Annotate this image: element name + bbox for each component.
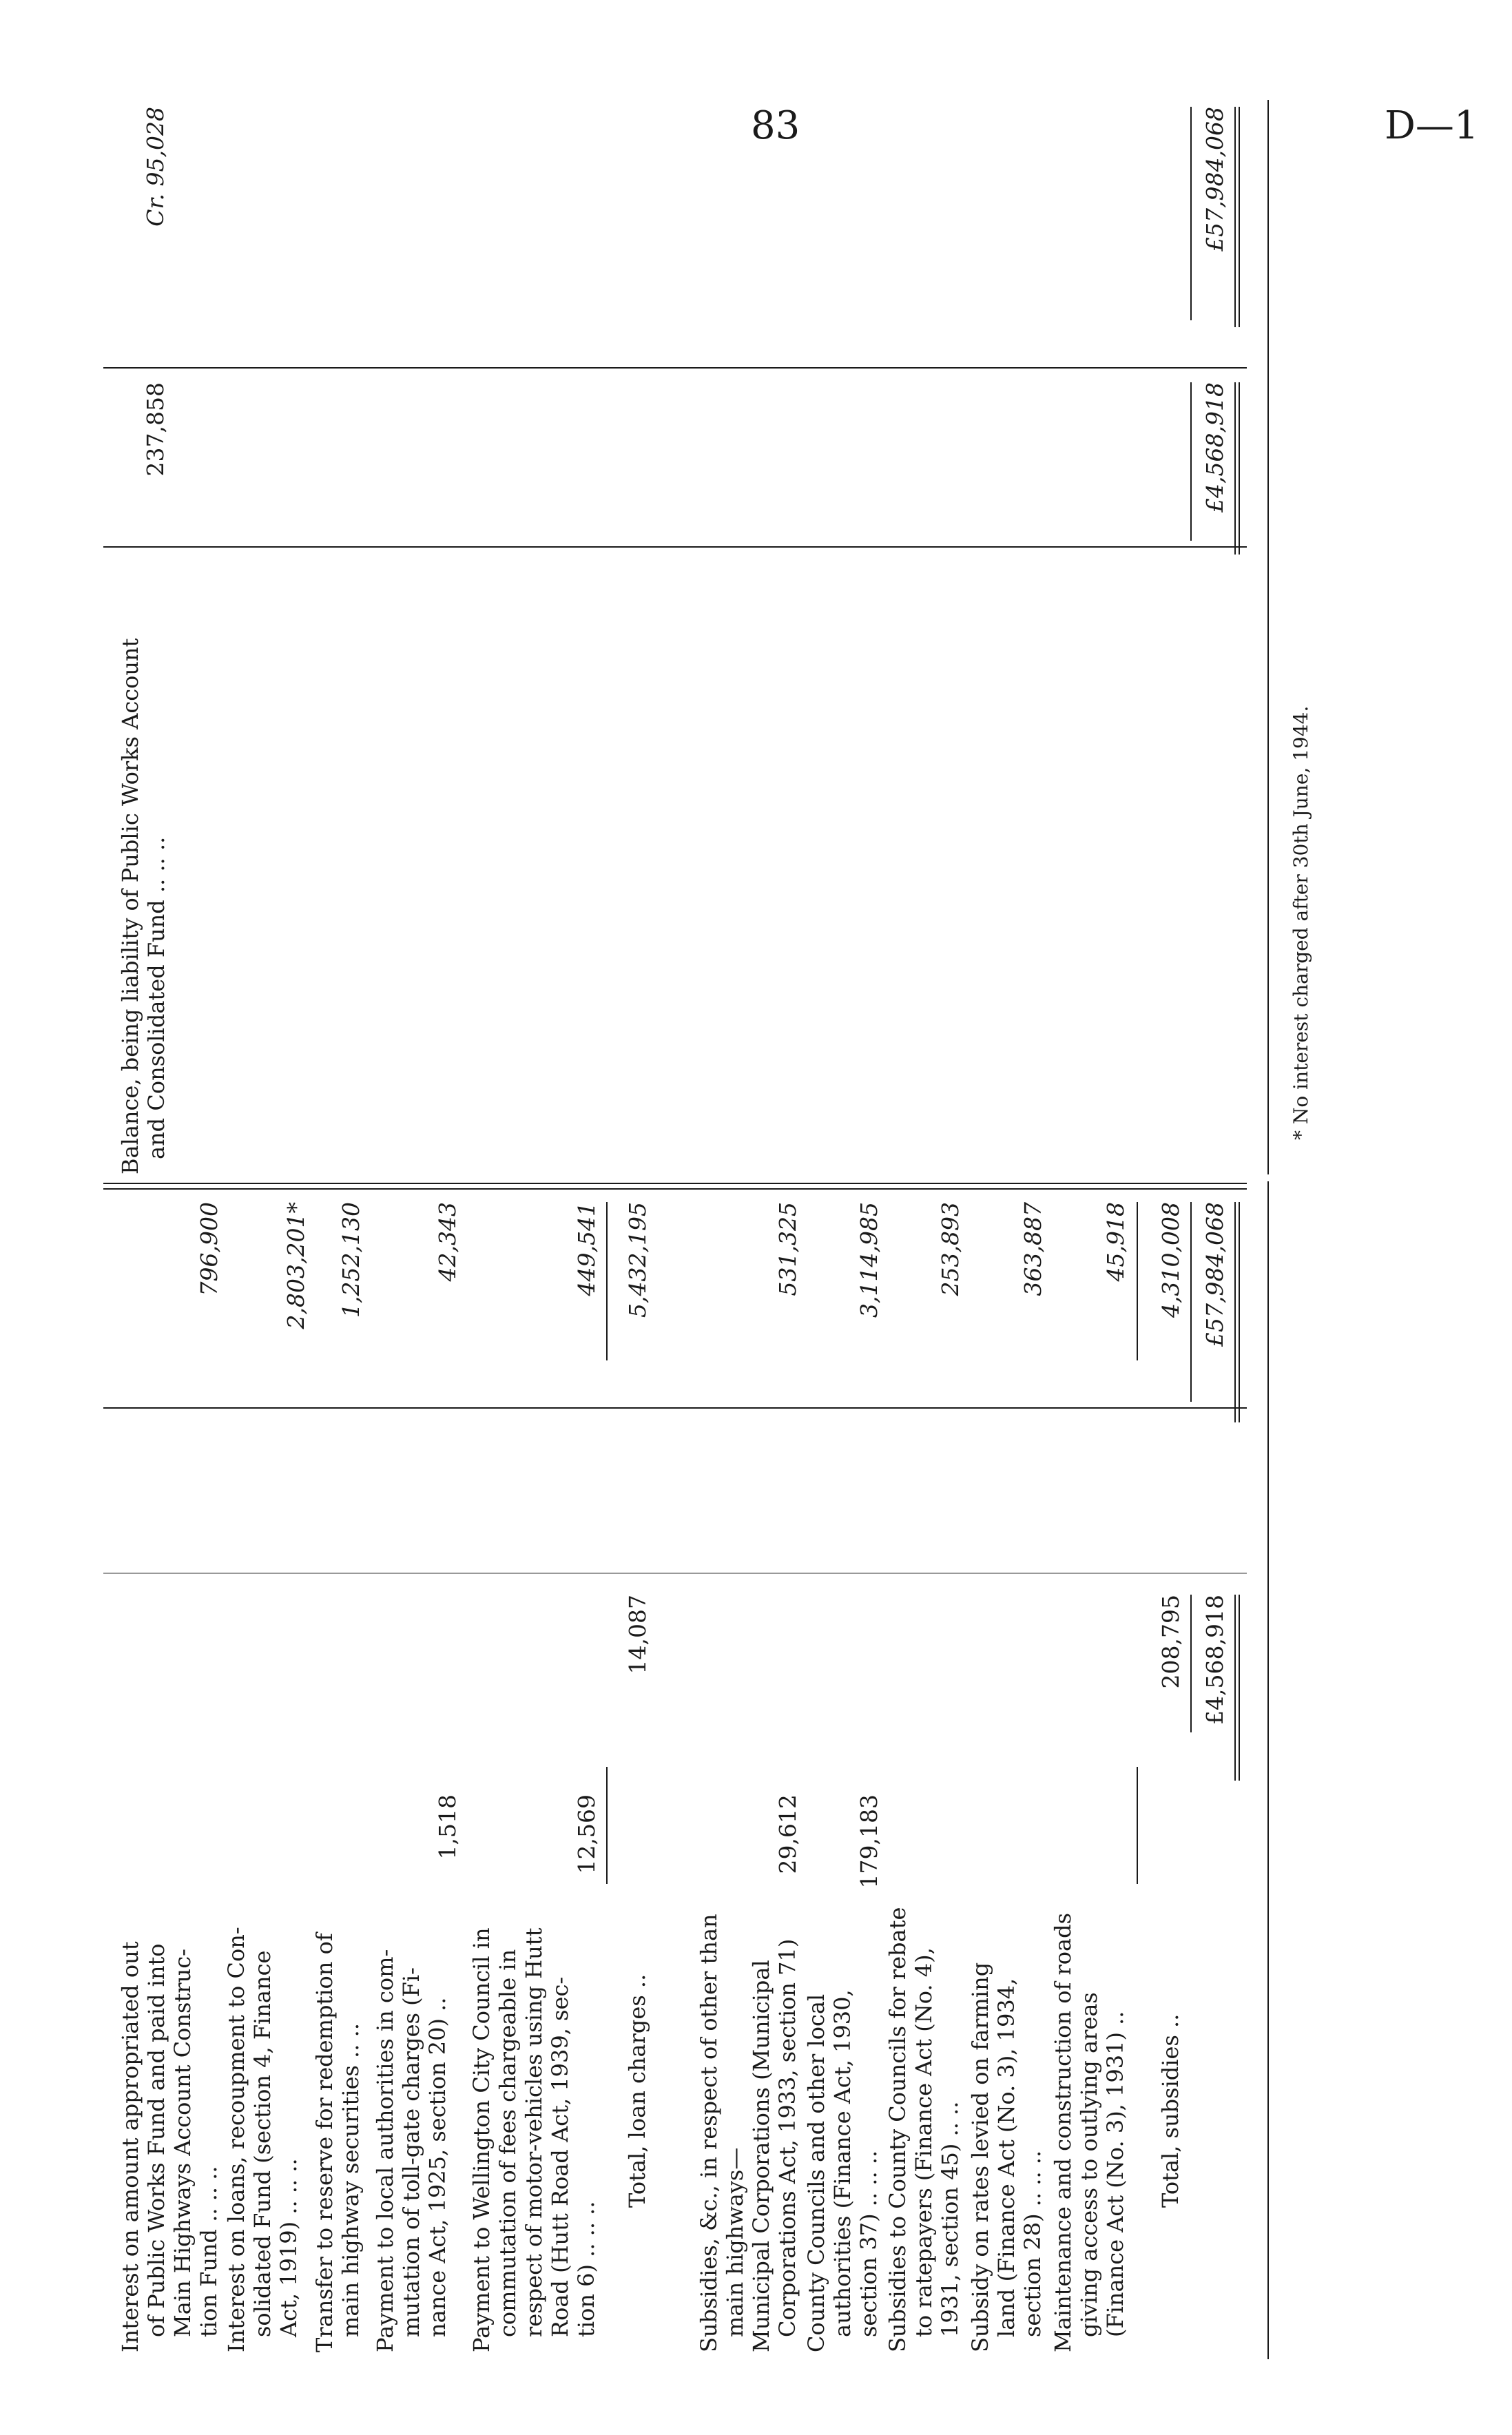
value-county-councils-sub: 179,183 xyxy=(856,1794,882,1889)
value-balance-total: Cr. 95,028 xyxy=(142,107,169,227)
item-payment-local-authorities xyxy=(372,1925,451,2352)
value-payment-local-authorities-sub: 1,518 xyxy=(434,1794,461,1860)
value-right-grand-total: £57,984,068 xyxy=(1201,107,1228,251)
item-line: main highway securities .. .. xyxy=(338,2023,364,2337)
item-line: to ratepayers (Finance Act (No. 4), xyxy=(911,1947,937,2337)
value-maintenance-roads: 45,918 xyxy=(1102,1202,1129,1282)
item-balance xyxy=(117,555,169,1174)
value-subsidies-rebate: 253,893 xyxy=(937,1202,964,1296)
bottom-table-rule xyxy=(1267,100,1269,1174)
value-transfer-to-reserve: 1,252,130 xyxy=(338,1202,364,1318)
item-subsidy-farming xyxy=(967,1925,1046,2352)
item-line: Total, loan charges .. xyxy=(624,1973,650,2208)
item-line: 1931, section 45) .. .. xyxy=(937,2101,963,2337)
item-subsidies-rebate xyxy=(884,1907,963,2352)
item-line: Road (Hutt Road Act, 1939, sec- xyxy=(547,1976,573,2337)
subtotal-rule xyxy=(606,1767,608,1884)
item-line: commutation of fees chargeable in xyxy=(495,1949,521,2337)
label-total-subsidies xyxy=(1157,1932,1183,2208)
subtotal-rule xyxy=(1137,1767,1138,1884)
value-payment-local-authorities: 42,343 xyxy=(434,1202,461,1282)
item-line: (Finance Act (No. 3), 1931) .. xyxy=(1102,2011,1128,2337)
item-line: Subsidies, &c., in respect of other than xyxy=(696,1914,722,2352)
item-line: Payment to Wellington City Council in xyxy=(468,1927,495,2352)
grand-total-rule xyxy=(1190,382,1192,541)
document-reference: D—1 xyxy=(1385,103,1479,148)
column-rule xyxy=(103,546,1247,548)
grand-total-double-rule xyxy=(1239,107,1240,327)
value-interest-on-loans: 2,803,201* xyxy=(282,1202,309,1329)
item-line: of Public Works Fund and paid into xyxy=(143,1943,169,2337)
bottom-table-rule xyxy=(1267,1181,1269,2359)
subtotal-rule xyxy=(606,1202,608,1360)
item-line: mutation of toll-gate charges (Fi- xyxy=(398,1967,424,2337)
subsidies-heading xyxy=(696,1914,748,2352)
item-line: Act, 1919) .. .. .. xyxy=(276,2158,302,2337)
grand-total-rule xyxy=(1190,107,1192,320)
subtotal-rule xyxy=(1137,1202,1138,1360)
item-municipal-corporations xyxy=(748,1925,800,2352)
item-line: Balance, being liability of Public Works Account xyxy=(117,638,143,1174)
item-line: respect of motor-vehicles using Hutt xyxy=(521,1927,547,2337)
item-line: solidated Fund (section 4, Finance xyxy=(249,1950,276,2337)
grand-total-double-rule xyxy=(1234,1595,1236,1781)
value-left-grand-sub: £4,568,918 xyxy=(1201,1595,1228,1725)
item-line: authorities (Finance Act, 1930, xyxy=(829,1989,856,2337)
center-column-rule xyxy=(103,1183,1247,1184)
value-payment-wellington: 449,541 xyxy=(573,1202,600,1296)
value-county-councils: 3,114,985 xyxy=(856,1202,882,1318)
value-subsidies-total: 4,310,008 xyxy=(1157,1202,1184,1318)
item-line: Interest on amount appropriated out xyxy=(117,1941,143,2352)
value-payment-wellington-sub: 12,569 xyxy=(573,1794,600,1874)
column-rule xyxy=(103,1573,1247,1574)
item-line: Total, subsidies .. xyxy=(1157,2013,1183,2208)
value-municipal-corporations: 531,325 xyxy=(774,1202,801,1296)
item-line: tion Fund .. .. .. xyxy=(196,2166,222,2337)
item-interest-on-loans xyxy=(223,1925,302,2352)
item-line: tion 6) .. .. .. xyxy=(573,2201,599,2337)
value-municipal-corporations-sub: 29,612 xyxy=(774,1794,801,1874)
grand-total-rule xyxy=(1190,1202,1192,1402)
item-line: section 28) .. .. .. xyxy=(1019,2150,1046,2337)
item-line: Maintenance and construction of roads xyxy=(1050,1912,1076,2352)
item-interest-on-amount xyxy=(117,1925,222,2352)
item-line: Interest on loans, recoupment to Con- xyxy=(223,1927,249,2352)
value-loan-charges-sub: 14,087 xyxy=(624,1595,651,1675)
grand-total-double-rule xyxy=(1234,1202,1236,1422)
value-right-grand-sub: £4,568,918 xyxy=(1201,382,1228,512)
item-county-councils xyxy=(803,1925,882,2352)
grand-total-double-rule xyxy=(1234,107,1236,327)
grand-total-double-rule xyxy=(1239,382,1240,555)
item-line: County Councils and other local xyxy=(803,1993,829,2352)
column-rule xyxy=(103,367,1247,369)
value-interest-on-amount: 796,900 xyxy=(196,1202,222,1296)
item-line: section 37) .. .. .. xyxy=(856,2150,882,2337)
item-line: land (Finance Act (No. 3), 1934, xyxy=(993,1978,1019,2337)
center-column-rule xyxy=(103,1188,1247,1190)
value-subsidies-sub: 208,795 xyxy=(1157,1595,1184,1689)
footnote: * No interest charged after 30th June, 1944. xyxy=(1290,705,1312,1140)
item-transfer-to-reserve xyxy=(311,1925,364,2352)
value-loan-charges-total: 5,432,195 xyxy=(624,1202,651,1318)
item-line: Subsidies to County Councils for rebate xyxy=(884,1907,911,2352)
value-left-grand-total: £57,984,068 xyxy=(1201,1202,1228,1347)
item-line: Subsidy on rates levied on farming xyxy=(967,1962,993,2352)
page-number: 83 xyxy=(751,103,800,148)
value-balance-sub: 237,858 xyxy=(142,382,169,477)
item-line: nance Act, 1925, section 20) .. xyxy=(424,1997,451,2337)
column-rule xyxy=(103,1407,1247,1409)
item-line: Main Highways Account Construc- xyxy=(169,1949,196,2337)
value-subsidy-farming: 363,887 xyxy=(1019,1202,1046,1296)
grand-total-double-rule xyxy=(1239,1202,1240,1422)
item-line: and Consolidated Fund .. .. .. xyxy=(143,836,169,1159)
grand-total-rule xyxy=(1190,1595,1192,1732)
item-line: Municipal Corporations (Municipal xyxy=(748,1960,774,2352)
item-maintenance-roads xyxy=(1050,1912,1128,2352)
item-line: giving access to outlying areas xyxy=(1076,1992,1102,2337)
item-line: Transfer to reserve for redemption of xyxy=(311,1933,338,2352)
item-line: main highways— xyxy=(722,2147,748,2337)
grand-total-double-rule xyxy=(1234,382,1236,555)
item-line: Payment to local authorities in com- xyxy=(372,1949,398,2352)
item-payment-wellington xyxy=(468,1925,599,2352)
item-line: Corporations Act, 1933, section 71) xyxy=(774,1938,800,2337)
label-total-loan-charges xyxy=(624,1932,650,2208)
grand-total-double-rule xyxy=(1239,1595,1240,1781)
